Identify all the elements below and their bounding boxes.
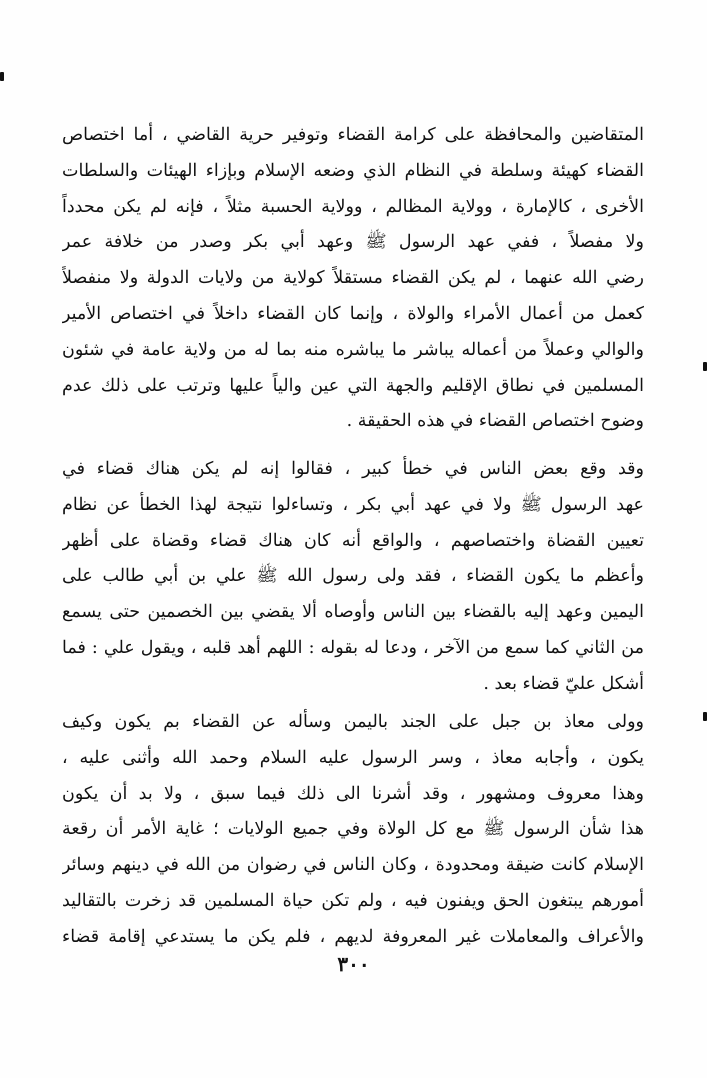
text-line: أمورهم يبتغون الحق ويفنون فيه ، ولم تكن حياة المسلمين قد زخرت بالتقاليد [62, 890, 644, 911]
text-line: هذا شأن الرسول ﷺ مع كل الولاة وفي جميع الولايات ؛ غاية الأمر أن رقعة [62, 819, 644, 840]
text-line: وأعظم ما يكون القضاء ، فقد ولى رسول الله ﷺ علي بن أبي طالب على [62, 566, 644, 587]
text-line: وهذا معروف ومشهور ، وقد أشرنا الى ذلك فيما سبق ، ولا بد أن يكون [62, 783, 644, 804]
text-line: القضاء كهيئة وسلطة في النظام الذي وضعه الإسلام وبإزاء الهيئات والسلطات [62, 160, 644, 181]
page-number: ٣٠٠ [337, 952, 370, 976]
text-line: كعمل من أعمال الأمراء والولاة ، وإنما كان القضاء داخلاً في اختصاص الأمير [62, 303, 644, 324]
text-line: ولا مفصلاً ، ففي عهد الرسول ﷺ وعهد أبي بكر وصدر من خلافة عمر [62, 232, 644, 253]
text-line: من الثاني كما سمع من الآخر ، ودعا له بقوله : اللهم أهد قلبه ، ويقول علي : فما [62, 637, 644, 658]
text-line: يكون ، وأجابه معاذ ، وسر الرسول عليه السلام وحمد الله وأثنى عليه ، [62, 747, 644, 768]
text-line: اليمين وعهد إليه بالقضاء بين الناس وأوصاه ألا يقضي بين الخصمين حتى يسمع [62, 602, 644, 623]
text-line: عهد الرسول ﷺ ولا في عهد أبي بكر ، وتساءلوا نتيجة لهذا الخطأ عن نظام [62, 494, 644, 515]
text-line: رضي الله عنهما ، لم يكن القضاء مستقلاً كولاية من ولايات الدولة ولا منفصلاً [62, 268, 644, 289]
text-line: الأخرى ، كالإمارة ، وولاية المظالم ، وولاية الحسبة مثلاً ، فإنه لم يكن محدداً [62, 196, 644, 217]
paragraph-1 [62, 118, 644, 440]
paragraph-2 [62, 452, 644, 703]
scan-margin-mark [703, 362, 707, 371]
text-line: والأعراف والمعاملات غير المعروفة لديهم ، فلم يكن ما يستدعي إقامة قضاء [62, 926, 644, 947]
text-line: المتقاضين والمحافظة على كرامة القضاء وتوفير حرية القاضي ، أما اختصاص [62, 125, 644, 145]
text-line: أشكل عليّ قضاء بعد . [483, 673, 644, 694]
text-line: وقد وقع بعض الناس في خطأ كبير ، فقالوا إنه لم يكن هناك قضاء في [62, 459, 644, 479]
scan-margin-mark [0, 72, 4, 81]
paragraph-3 [62, 705, 644, 956]
scan-margin-mark [703, 712, 707, 721]
text-line: تعيين القضاة واختصاصهم ، والواقع أنه كان هناك قضاء وقضاة على أظهر [62, 530, 644, 551]
text-line: والوالي وعملاً من أعماله يباشر ما يباشره منه بما له من ولاية عامة في شئون [62, 339, 644, 360]
text-line: المسلمين في نطاق الإقليم والجهة التي عين والياً عليها وترتب على ذلك عدم [62, 375, 644, 396]
text-line: الإسلام كانت ضيقة ومحدودة ، وكان الناس في رضوان من الله في دينهم وسائر [62, 855, 644, 876]
text-line: وولى معاذ بن جبل على الجند باليمن وسأله عن القضاء بم يكون وكيف [62, 712, 644, 732]
text-line: وضوح اختصاص القضاء في هذه الحقيقة . [346, 411, 644, 432]
